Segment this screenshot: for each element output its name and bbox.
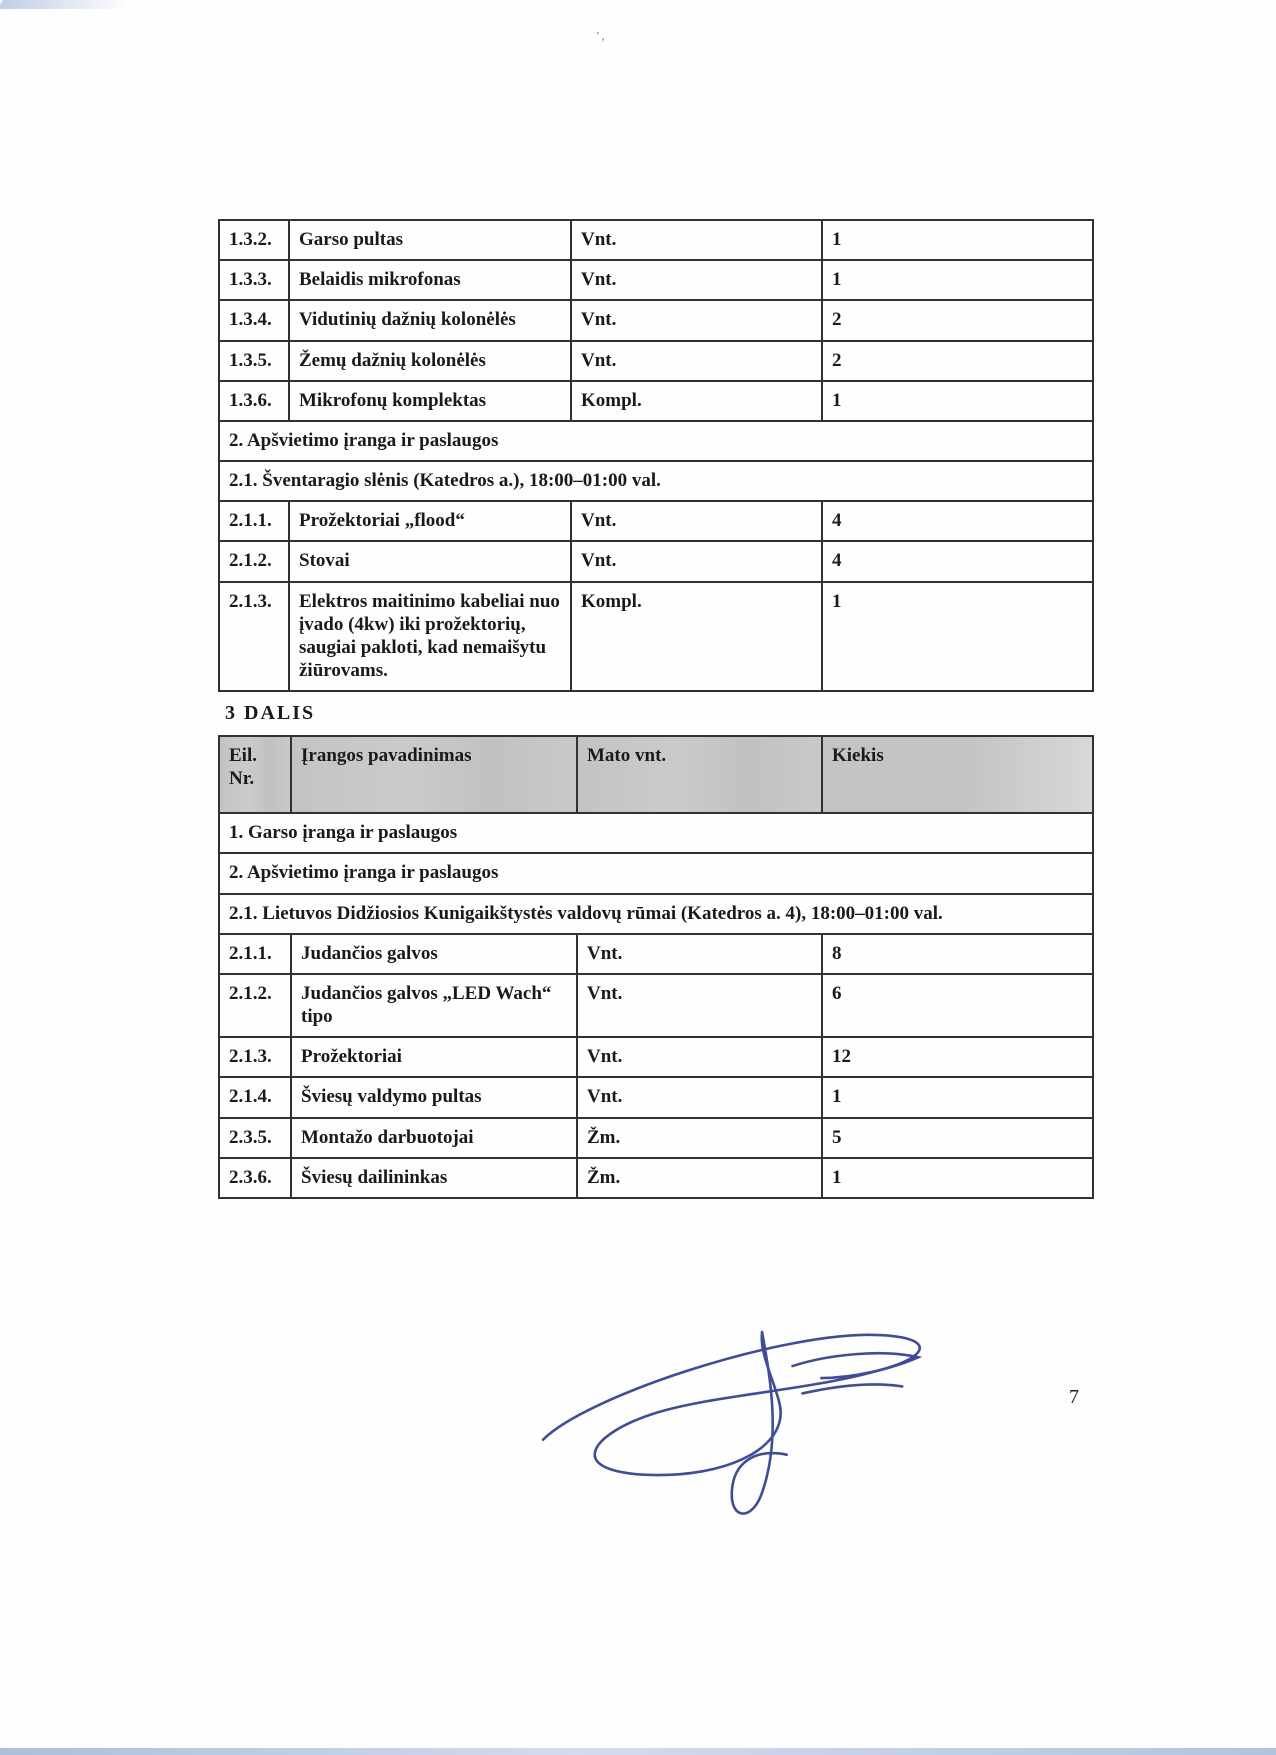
scan-artifact: ’‚ bbox=[594, 27, 606, 44]
qty-cell: 6 bbox=[822, 974, 1093, 1037]
item-name-cell: Vidutinių dažnių kolonėlės bbox=[289, 300, 571, 340]
section-row bbox=[219, 853, 1093, 893]
part-heading: 3 DALIS bbox=[225, 702, 316, 725]
table-row bbox=[219, 1037, 1093, 1077]
header-cell-name: Įrangos pavadinimas bbox=[291, 736, 577, 813]
section-row bbox=[219, 461, 1093, 501]
row-number-cell: 2.3.5. bbox=[219, 1118, 291, 1158]
qty-cell: 1 bbox=[822, 1077, 1093, 1117]
section-label: 1. Garso įranga ir paslaugos bbox=[219, 813, 1093, 853]
scan-edge-artifact-top bbox=[0, 0, 133, 9]
table-row bbox=[219, 1077, 1093, 1117]
qty-cell: 1 bbox=[822, 381, 1093, 421]
row-number-cell: 1.3.5. bbox=[219, 341, 289, 381]
table-row bbox=[219, 974, 1093, 1037]
row-number-cell: 2.1.3. bbox=[219, 582, 289, 692]
item-name-cell: Prožektoriai bbox=[291, 1037, 577, 1077]
unit-cell: Vnt. bbox=[571, 220, 822, 260]
table-row bbox=[219, 381, 1093, 421]
table-row bbox=[219, 341, 1093, 381]
qty-cell: 8 bbox=[822, 934, 1093, 974]
header-eil-line2: Nr. bbox=[229, 768, 255, 790]
section-label: 2.1. Lietuvos Didžiosios Kunigaikštystės valdovų rūmai (Katedros a. 4), 18:00–01:00 val. bbox=[219, 894, 1093, 934]
row-number-cell: 2.1.3. bbox=[219, 1037, 291, 1077]
unit-cell: Vnt. bbox=[571, 501, 822, 541]
table-header-row bbox=[219, 736, 1093, 813]
unit-cell: Vnt. bbox=[577, 1037, 822, 1077]
unit-cell: Vnt. bbox=[577, 1077, 822, 1117]
qty-cell: 2 bbox=[822, 341, 1093, 381]
header-cell-unit: Mato vnt. bbox=[577, 736, 822, 813]
row-number-cell: 1.3.3. bbox=[219, 260, 289, 300]
table-row bbox=[219, 501, 1093, 541]
qty-cell: 5 bbox=[822, 1118, 1093, 1158]
row-number-cell: 1.3.6. bbox=[219, 381, 289, 421]
item-name-cell: Šviesų valdymo pultas bbox=[291, 1077, 577, 1117]
header-cell-qty: Kiekis bbox=[822, 736, 1093, 813]
item-name-cell: Garso pultas bbox=[289, 220, 571, 260]
row-number-cell: 2.1.2. bbox=[219, 974, 291, 1037]
unit-cell: Kompl. bbox=[571, 582, 822, 692]
item-name-cell: Žemų dažnių kolonėlės bbox=[289, 341, 571, 381]
unit-cell: Vnt. bbox=[577, 974, 822, 1037]
item-name-cell: Montažo darbuotojai bbox=[291, 1118, 577, 1158]
table-row bbox=[219, 541, 1093, 581]
section-label: 2.1. Šventaragio slėnis (Katedros a.), 18:00–01:00 val. bbox=[219, 461, 1093, 501]
section-row bbox=[219, 813, 1093, 853]
row-number-cell: 2.1.2. bbox=[219, 541, 289, 581]
unit-cell: Vnt. bbox=[577, 934, 822, 974]
row-number-cell: 2.3.6. bbox=[219, 1158, 291, 1198]
qty-cell: 1 bbox=[822, 582, 1093, 692]
qty-cell: 12 bbox=[822, 1037, 1093, 1077]
section-row bbox=[219, 421, 1093, 461]
unit-cell: Vnt. bbox=[571, 341, 822, 381]
page-content bbox=[218, 219, 1094, 1199]
unit-cell: Vnt. bbox=[571, 541, 822, 581]
unit-cell: Žm. bbox=[577, 1118, 822, 1158]
table-part3 bbox=[218, 735, 1094, 1199]
qty-cell: 1 bbox=[822, 260, 1093, 300]
section-label: 2. Apšvietimo įranga ir paslaugos bbox=[219, 421, 1093, 461]
section-label: 2. Apšvietimo įranga ir paslaugos bbox=[219, 853, 1093, 893]
unit-cell: Kompl. bbox=[571, 381, 822, 421]
item-name-cell: Šviesų dailininkas bbox=[291, 1158, 577, 1198]
table-row bbox=[219, 582, 1093, 692]
row-number-cell: 2.1.1. bbox=[219, 501, 289, 541]
qty-cell: 2 bbox=[822, 300, 1093, 340]
row-number-cell: 2.1.1. bbox=[219, 934, 291, 974]
table-row bbox=[219, 1158, 1093, 1198]
item-name-cell: Elektros maitinimo kabeliai nuo įvado (4kw) iki prožektorių, saugiai pakloti, kad nemaišytu žiūrovams. bbox=[289, 582, 571, 692]
unit-cell: Vnt. bbox=[571, 260, 822, 300]
table-part2 bbox=[218, 219, 1094, 692]
row-number-cell: 1.3.4. bbox=[219, 300, 289, 340]
row-number-cell: 2.1.4. bbox=[219, 1077, 291, 1117]
page-number: 7 bbox=[1069, 1386, 1079, 1408]
item-name-cell: Mikrofonų komplektas bbox=[289, 381, 571, 421]
item-name-cell: Judančios galvos „LED Wach“ tipo bbox=[291, 974, 577, 1037]
item-name-cell: Prožektoriai „flood“ bbox=[289, 501, 571, 541]
item-name-cell: Belaidis mikrofonas bbox=[289, 260, 571, 300]
table-row bbox=[219, 1118, 1093, 1158]
unit-cell: Vnt. bbox=[571, 300, 822, 340]
unit-cell: Žm. bbox=[577, 1158, 822, 1198]
table-row bbox=[219, 300, 1093, 340]
qty-cell: 1 bbox=[822, 220, 1093, 260]
header-eil-line1: Eil. bbox=[229, 745, 257, 767]
section-row bbox=[219, 894, 1093, 934]
table-row bbox=[219, 260, 1093, 300]
qty-cell: 1 bbox=[822, 1158, 1093, 1198]
table-row bbox=[219, 220, 1093, 260]
scan-edge-artifact-bottom bbox=[0, 1748, 1276, 1755]
row-number-cell: 1.3.2. bbox=[219, 220, 289, 260]
signature bbox=[528, 1308, 948, 1528]
qty-cell: 4 bbox=[822, 541, 1093, 581]
header-cell-eil-nr bbox=[219, 736, 291, 813]
table-row bbox=[219, 934, 1093, 974]
item-name-cell: Judančios galvos bbox=[291, 934, 577, 974]
item-name-cell: Stovai bbox=[289, 541, 571, 581]
qty-cell: 4 bbox=[822, 501, 1093, 541]
